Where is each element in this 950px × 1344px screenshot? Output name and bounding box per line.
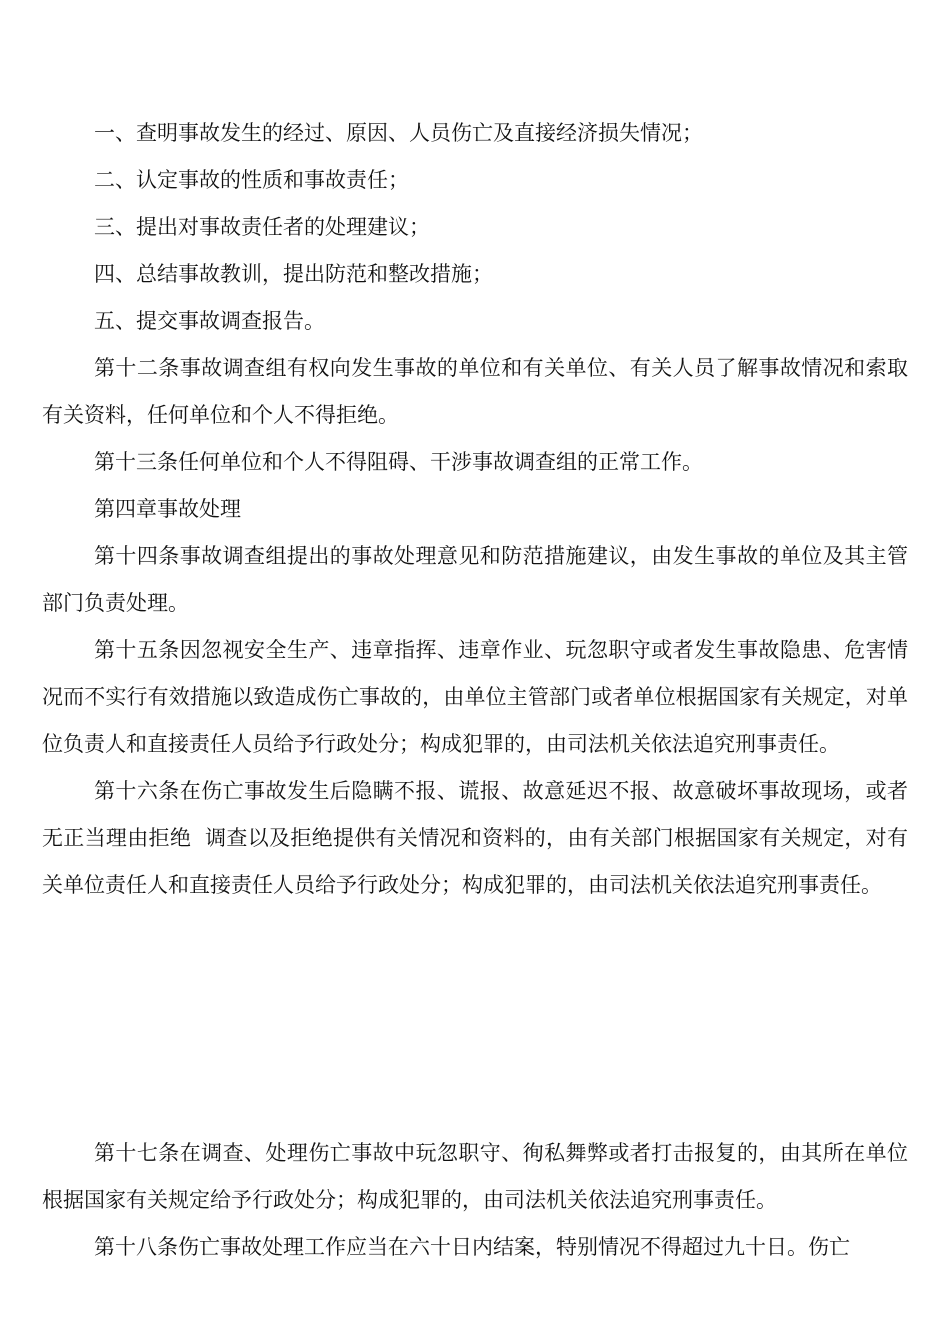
article-17: 第十七条在调查、处理伤亡事故中玩忽职守、徇私舞弊或者打击报复的，由其所在单位根据国家有关规定给予行政处分；构成犯罪的，由司法机关依法追究刑事责任。	[42, 1141, 908, 1212]
list-item-1: 一、查明事故发生的经过、原因、人员伤亡及直接经济损失情况；	[94, 121, 703, 145]
list-item-2: 二、认定事故的性质和事故责任；	[94, 168, 409, 192]
list-item-4: 四、总结事故教训，提出防范和整改措施；	[94, 262, 493, 286]
article-18: 第十八条伤亡事故处理工作应当在六十日内结案，特别情况不得超过九十日。伤亡	[94, 1235, 850, 1259]
chapter-4-heading: 第四章事故处理	[94, 497, 241, 521]
article-16: 第十六条在伤亡事故发生后隐瞒不报、谎报、故意延迟不报、故意破坏事故现场，或者无正当理由拒绝 调查以及拒绝提供有关情况和资料的，由有关部门根据国家有关规定，对有关单位责任人和直接责任人员给予行政处分；构成犯罪的，由司法机关依法追究刑事责任。	[42, 779, 908, 897]
article-13: 第十三条任何单位和个人不得阻碍、干涉事故调查组的正常工作。	[94, 450, 703, 474]
text-block-lower	[42, 1130, 908, 1271]
article-12: 第十二条事故调查组有权向发生事故的单位和有关单位、有关人员了解事故情况和索取有关资料，任何单位和个人不得拒绝。	[42, 356, 908, 427]
article-15: 第十五条因忽视安全生产、违章指挥、违章作业、玩忽职守或者发生事故隐患、危害情况而不实行有效措施以致造成伤亡事故的，由单位主管部门或者单位根据国家有关规定，对单位负责人和直接责任人员给予行政处分；构成犯罪的，由司法机关依法追究刑事责任。	[42, 638, 908, 756]
list-item-5: 五、提交事故调查报告。	[94, 309, 325, 333]
list-item-3: 三、提出对事故责任者的处理建议；	[94, 215, 430, 239]
article-14: 第十四条事故调查组提出的事故处理意见和防范措施建议，由发生事故的单位及其主管部门负责处理。	[42, 544, 908, 615]
text-block-upper	[42, 110, 908, 909]
